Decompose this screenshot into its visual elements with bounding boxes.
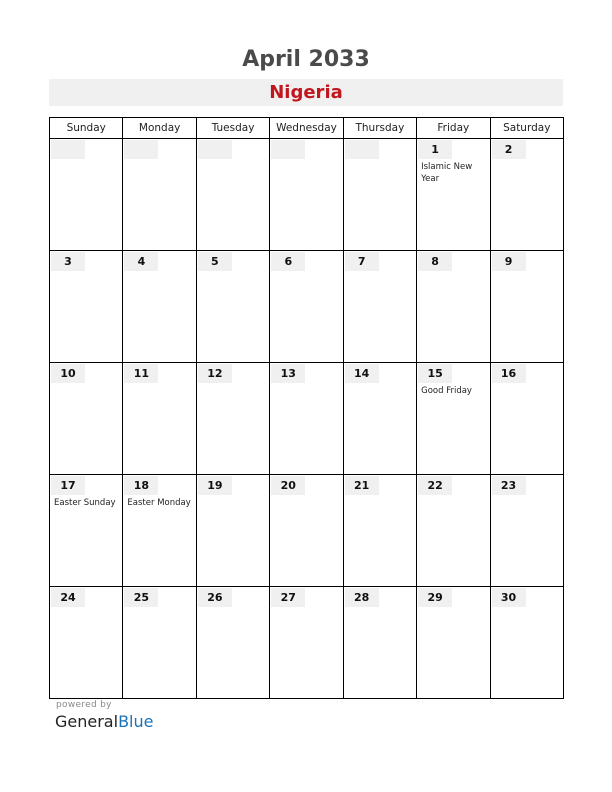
day-number: 4 [124,252,158,271]
day-cell[interactable] [490,139,563,251]
country-banner [49,79,563,106]
day-number: 5 [198,252,232,271]
day-number: 30 [492,588,526,607]
holiday-label: Islamic New Year [421,162,473,184]
day-number [271,140,305,159]
day-number: 11 [124,364,158,383]
day-cell[interactable] [196,139,269,251]
week-row [50,587,564,699]
day-cell[interactable] [417,587,490,699]
day-cell[interactable] [270,587,343,699]
day-number [345,140,379,159]
day-cell[interactable] [343,587,416,699]
day-number: 27 [271,588,305,607]
day-number: 9 [492,252,526,271]
day-number: 7 [345,252,379,271]
weekday-friday: Friday [417,118,490,139]
weekday-thursday: Thursday [343,118,416,139]
week-row [50,363,564,475]
day-number: 2 [492,140,526,159]
day-cell[interactable] [490,587,563,699]
day-number: 19 [198,476,232,495]
day-cell[interactable] [490,475,563,587]
day-cell[interactable] [123,475,196,587]
day-cell[interactable] [196,475,269,587]
day-number: 1 [418,140,452,159]
day-number: 29 [418,588,452,607]
day-number: 23 [492,476,526,495]
day-cell[interactable] [417,475,490,587]
day-number: 25 [124,588,158,607]
holiday-label: Good Friday [421,386,472,396]
day-cell[interactable] [50,475,123,587]
weekday-header-row [50,118,564,139]
day-cell[interactable] [50,363,123,475]
day-number: 24 [51,588,85,607]
day-cell[interactable] [50,251,123,363]
day-number: 6 [271,252,305,271]
day-cell[interactable] [417,363,490,475]
day-cell[interactable] [50,587,123,699]
day-cell[interactable] [343,363,416,475]
day-cell[interactable] [196,251,269,363]
day-cell[interactable] [417,139,490,251]
day-number: 3 [51,252,85,271]
day-cell[interactable] [123,363,196,475]
powered-by-label: powered by [56,700,112,710]
calendar-grid [49,117,564,699]
day-cell[interactable] [417,251,490,363]
day-cell[interactable] [270,475,343,587]
brand-general: General [55,712,119,731]
day-number: 17 [51,476,85,495]
day-cell[interactable] [490,363,563,475]
day-cell[interactable] [270,139,343,251]
day-number: 21 [345,476,379,495]
weekday-monday: Monday [123,118,196,139]
weekday-tuesday: Tuesday [196,118,269,139]
day-cell[interactable] [123,251,196,363]
day-number: 13 [271,364,305,383]
day-number: 12 [198,364,232,383]
day-number: 14 [345,364,379,383]
country-name: Nigeria [269,82,343,103]
day-number [51,140,85,159]
day-number [124,140,158,159]
holiday-label: Easter Sunday [54,498,116,508]
day-number: 18 [124,476,158,495]
day-cell[interactable] [490,251,563,363]
day-number: 28 [345,588,379,607]
day-number: 22 [418,476,452,495]
week-row [50,139,564,251]
day-cell[interactable] [50,139,123,251]
day-number [198,140,232,159]
day-cell[interactable] [270,251,343,363]
weekday-wednesday: Wednesday [270,118,343,139]
week-row [50,475,564,587]
brand-blue: Blue [118,712,154,731]
day-number: 16 [492,364,526,383]
day-cell[interactable] [196,587,269,699]
generalblue-logo[interactable] [55,712,153,731]
calendar-title: April 2033 [242,47,370,72]
holiday-label: Easter Monday [127,498,191,508]
day-cell[interactable] [123,139,196,251]
day-number: 20 [271,476,305,495]
weekday-sunday: Sunday [50,118,123,139]
day-cell[interactable] [196,363,269,475]
day-cell[interactable] [343,475,416,587]
week-row [50,251,564,363]
weekday-saturday: Saturday [490,118,563,139]
day-number: 15 [418,364,452,383]
day-cell[interactable] [343,251,416,363]
day-cell[interactable] [343,139,416,251]
day-number: 26 [198,588,232,607]
day-number: 10 [51,364,85,383]
day-number: 8 [418,252,452,271]
day-cell[interactable] [123,587,196,699]
day-cell[interactable] [270,363,343,475]
